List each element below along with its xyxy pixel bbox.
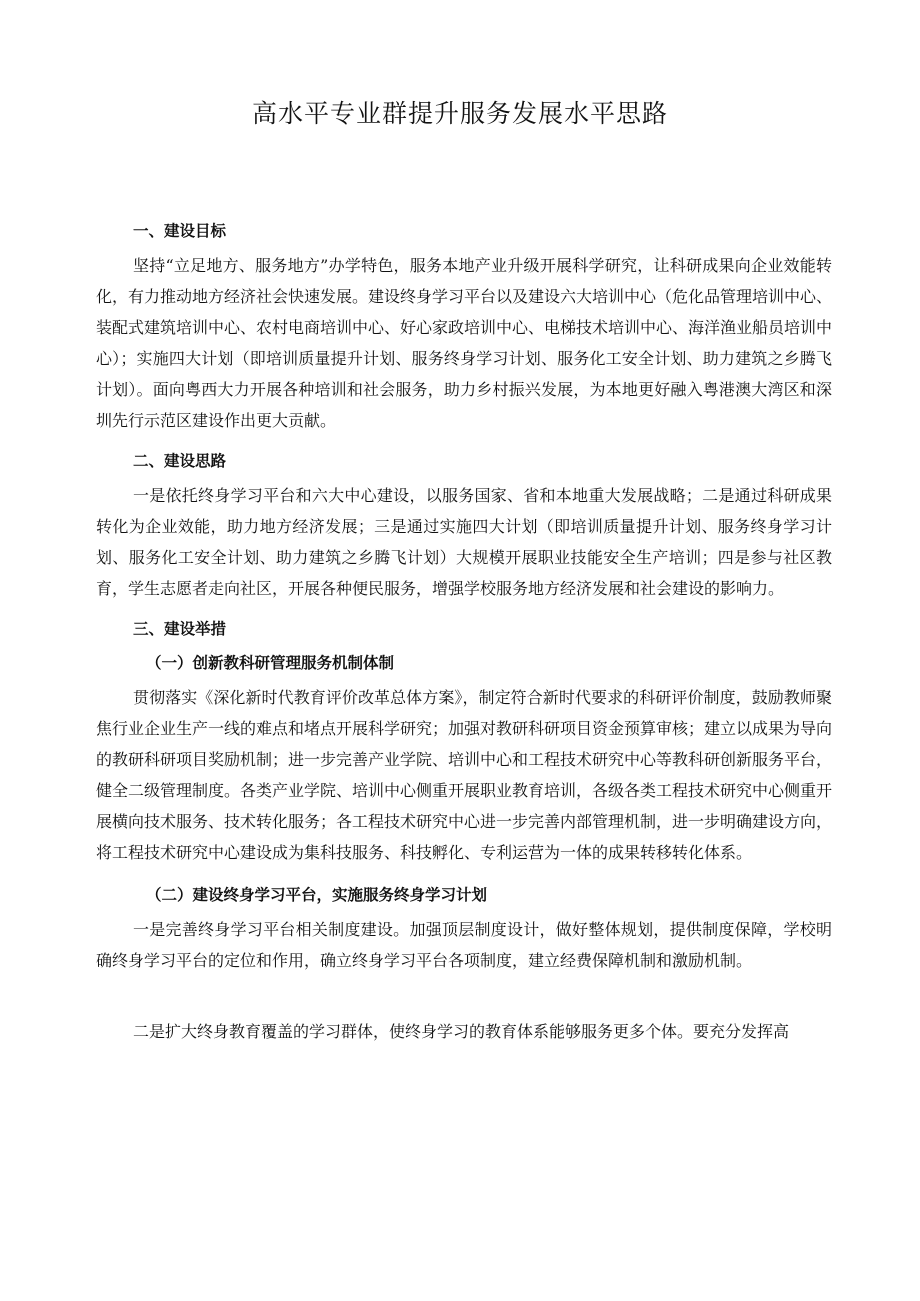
subsection-heading-1: （一）创新教科研管理服务机制体制 xyxy=(146,654,395,672)
paragraph-subsection-2b: 二是扩大终身教育覆盖的学习群体，使终身学习的教育体系能够服务更多个体。要充分发挥高 xyxy=(133,1022,790,1041)
document-title: 高水平专业群提升服务发展水平思路 xyxy=(251,99,668,128)
document-body xyxy=(96,216,832,1047)
section-heading-approach: 二、建设思路 xyxy=(133,452,227,470)
subsection-heading-2: （二）建设终身学习平台，实施服务终身学习计划 xyxy=(146,886,488,904)
paragraph-goals: 坚持“立足地方、服务地方”办学特色，服务本地产业升级开展科学研究，让科研成果向企业效能转化，有力推动地方经济社会快速发展。建设终身学习平台以及建设六大培训中心（危化品管理培训中心、装配式建筑培训中心、农村电商培训中心、好心家政培训中心、电梯技术培训中心、海洋渔业船员培训中心）；实施四大计划（即培训质量提升计划、服务终身学习计划、服务化工安全计划、助力建筑之乡腾飞计划）。面向粤西大力开展各种培训和社会服务，助力乡村振兴发展，为本地更好融入粤港澳大湾区和深圳先行示范区建设作出更大贡献。 xyxy=(96,256,833,430)
paragraph-gap xyxy=(96,976,832,1016)
paragraph-approach: 一是依托终身学习平台和六大中心建设，以服务国家、省和本地重大发展战略；二是通过科研成果转化为企业效能，助力地方经济发展；三是通过实施四大计划（即培训质量提升计划、服务终身学习计划、服务化工安全计划、助力建筑之乡腾飞计划）大规模开展职业技能安全生产培训；四是参与社区教育，学生志愿者走向社区，开展各种便民服务，增强学校服务地方经济发展和社会建设的影响力。 xyxy=(96,486,832,598)
section-heading-goals: 一、建设目标 xyxy=(133,222,227,240)
paragraph-subsection-1: 贯彻落实《深化新时代教育评价改革总体方案》，制定符合新时代要求的科研评价制度，鼓励教师聚焦行业企业生产一线的难点和堵点开展科学研究；加强对教研科研项目资金预算审核；建立以成果为导向的教研科研项目奖励机制；进一步完善产业学院、培训中心和工程技术研究中心等教科研创新服务平台，健全二级管理制度。各类产业学院、培训中心侧重开展职业教育培训，各级各类工程技术研究中心侧重开展横向技术服务、技术转化服务；各工程技术研究中心进一步完善内部管理机制，进一步明确建设方向，将工程技术研究中心建设成为集科技服务、科技孵化、专利运营为一体的成果转移转化体系。 xyxy=(96,688,833,862)
paragraph-subsection-2a: 一是完善终身学习平台相关制度建设。加强顶层制度设计，做好整体规划，提供制度保障，学校明确终身学习平台的定位和作用，确立终身学习平台各项制度，建立经费保障机制和激励机制。 xyxy=(96,920,832,970)
section-heading-measures: 三、建设举措 xyxy=(133,620,227,638)
